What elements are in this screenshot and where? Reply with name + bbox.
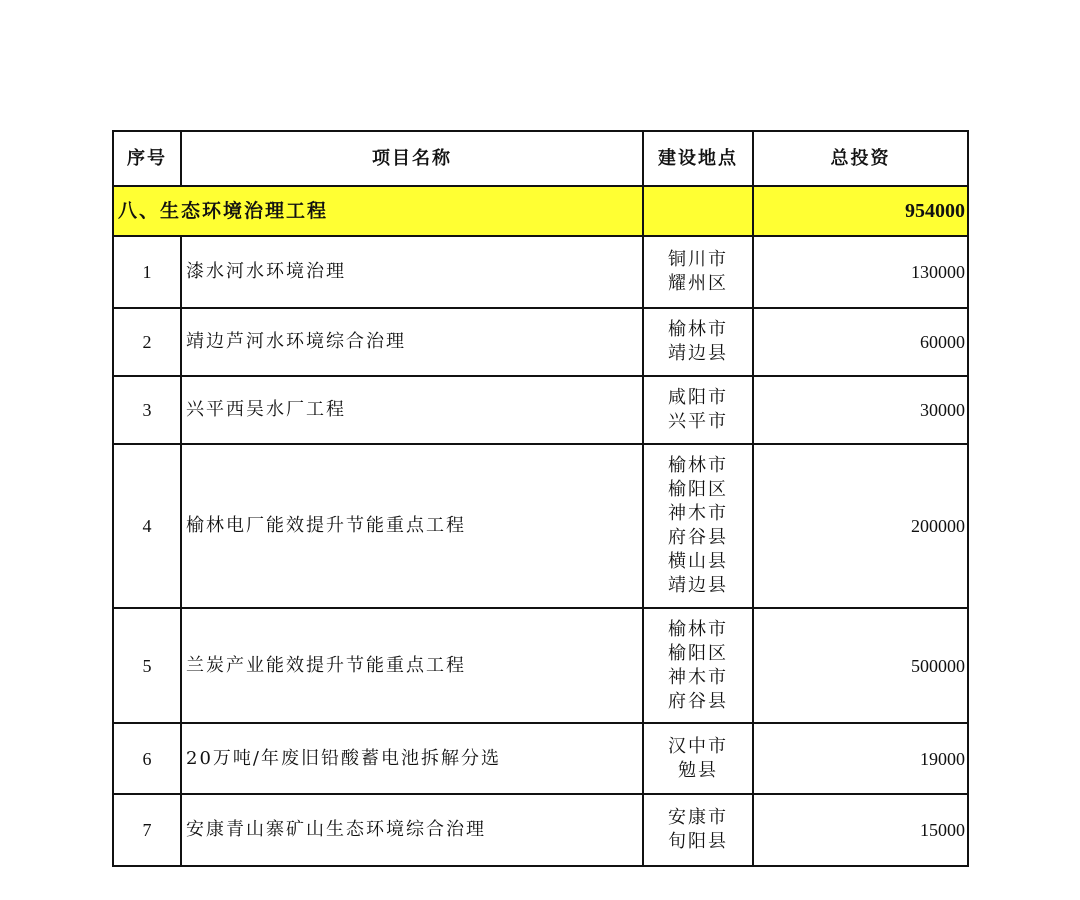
location-line: 府谷县 — [668, 527, 728, 548]
row-location — [643, 608, 753, 723]
header-index: 序号 — [113, 131, 181, 186]
row-location — [643, 236, 753, 308]
table-row — [113, 608, 968, 723]
project-table — [112, 130, 969, 867]
location-line: 榆林市 — [668, 319, 728, 340]
row-project-name: 兴平西吴水厂工程 — [181, 376, 643, 444]
location-line: 神木市 — [668, 666, 728, 688]
location-line: 榆阳区 — [668, 642, 728, 664]
location-line: 榆林市 — [668, 455, 728, 476]
table-row — [113, 723, 968, 794]
location-line: 横山县 — [668, 551, 728, 572]
location-line: 咸阳市 — [668, 387, 728, 408]
row-index: 6 — [113, 723, 181, 794]
row-total-investment: 500000 — [753, 608, 968, 723]
row-project-name: 安康青山寨矿山生态环境综合治理 — [181, 794, 643, 866]
row-project-name: 20万吨/年废旧铅酸蓄电池拆解分选 — [181, 723, 643, 794]
table-row — [113, 444, 968, 608]
row-project-name: 靖边芦河水环境综合治理 — [181, 308, 643, 376]
section-total: 954000 — [753, 186, 968, 236]
location-line: 靖边县 — [668, 343, 728, 364]
location-line: 汉中市 — [668, 735, 728, 757]
row-total-investment: 130000 — [753, 236, 968, 308]
row-total-investment: 200000 — [753, 444, 968, 608]
location-line: 榆林市 — [668, 618, 728, 640]
project-table-container — [112, 130, 967, 867]
location-line: 耀州区 — [668, 273, 728, 294]
row-project-name: 兰炭产业能效提升节能重点工程 — [181, 608, 643, 723]
section-title: 八、生态环境治理工程 — [113, 186, 643, 236]
row-location — [643, 444, 753, 608]
row-total-investment: 60000 — [753, 308, 968, 376]
section-row — [113, 186, 968, 236]
section-location-cell — [643, 186, 753, 236]
location-line: 神木市 — [668, 503, 728, 524]
row-project-name: 榆林电厂能效提升节能重点工程 — [181, 444, 643, 608]
location-line: 铜川市 — [668, 249, 728, 270]
row-total-investment: 30000 — [753, 376, 968, 444]
table-row — [113, 308, 968, 376]
row-total-investment: 15000 — [753, 794, 968, 866]
location-line: 兴平市 — [668, 411, 728, 432]
row-project-name: 漆水河水环境治理 — [181, 236, 643, 308]
location-line: 府谷县 — [668, 690, 728, 712]
table-row — [113, 794, 968, 866]
table-row — [113, 236, 968, 308]
row-index: 5 — [113, 608, 181, 723]
row-index: 4 — [113, 444, 181, 608]
table-header-row — [113, 131, 968, 186]
row-index: 2 — [113, 308, 181, 376]
row-index: 3 — [113, 376, 181, 444]
location-line: 旬阳县 — [668, 831, 728, 852]
header-total-investment: 总投资 — [753, 131, 968, 186]
location-line: 榆阳区 — [668, 479, 728, 500]
row-location — [643, 723, 753, 794]
table-row — [113, 376, 968, 444]
location-line: 勉县 — [678, 759, 718, 781]
header-location: 建设地点 — [643, 131, 753, 186]
row-location — [643, 376, 753, 444]
row-location — [643, 308, 753, 376]
location-line: 靖边县 — [668, 575, 728, 596]
row-index: 7 — [113, 794, 181, 866]
row-total-investment: 19000 — [753, 723, 968, 794]
row-location — [643, 794, 753, 866]
location-line: 安康市 — [668, 807, 728, 828]
row-index: 1 — [113, 236, 181, 308]
header-project-name: 项目名称 — [181, 131, 643, 186]
